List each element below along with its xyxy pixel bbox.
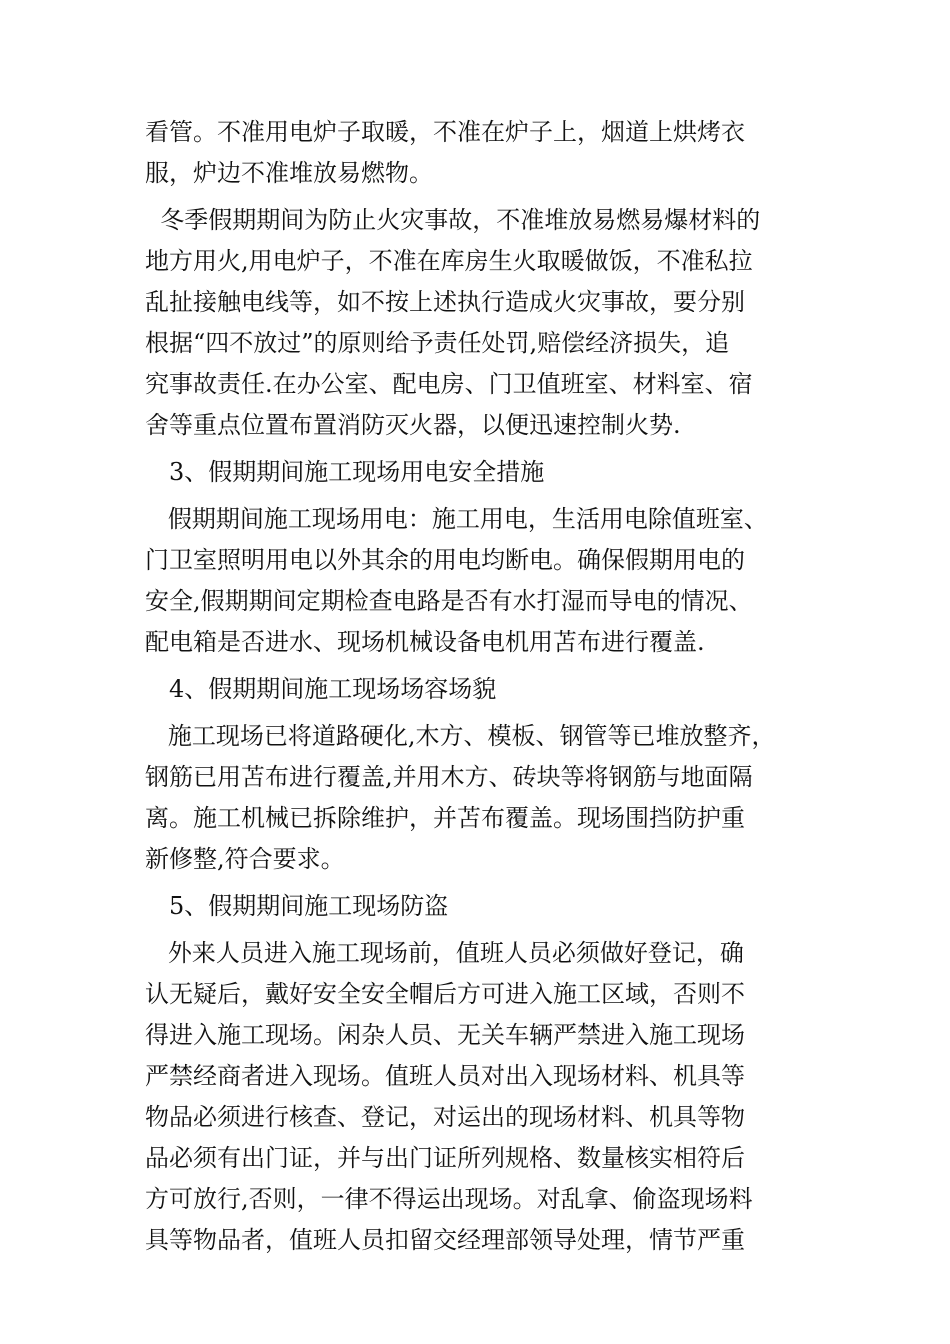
- text-line: 舍等重点位置布置消防灭火器，以便迅速控制火势.: [145, 411, 681, 439]
- section-heading-theft-prevention: 5、假期期间施工现场防盗: [169, 892, 449, 920]
- paragraph-electrical-safety: [145, 499, 813, 663]
- text-line: 看管。不准用电炉子取暖，不准在炉子上，烟道上烘烤衣: [145, 118, 745, 146]
- text-line: 外来人员进入施工现场前，值班人员必须做好登记，确: [145, 939, 744, 967]
- text-line: 严禁经商者进入现场。值班人员对出入现场材料、机具等: [145, 1062, 745, 1090]
- section-heading-electrical-safety: 3、假期期间施工现场用电安全措施: [169, 458, 545, 486]
- section-heading-site-appearance: 4、假期期间施工现场场容场貌: [169, 675, 497, 703]
- text-line: 品必须有出门证，并与出门证所列规格、数量核实相符后: [145, 1144, 745, 1172]
- text-line: 乱扯接触电线等，如不按上述执行造成火灾事故，要分别: [145, 288, 745, 316]
- text-line: 冬季假期期间为防止火灾事故，不准堆放易燃易爆材料的: [145, 206, 761, 234]
- text-line: 钢筋已用苫布进行覆盖,并用木方、砖块等将钢筋与地面隔: [145, 763, 753, 791]
- paragraph-site-appearance: [145, 716, 813, 880]
- text-line: 服，炉边不准堆放易燃物。: [145, 159, 433, 187]
- text-line: 得进入施工现场。闲杂人员、无关车辆严禁进入施工现场: [145, 1021, 745, 1049]
- text-line: 究事故责任.在办公室、配电房、门卫值班室、材料室、宿: [145, 370, 753, 398]
- text-line: 具等物品者，值班人员扣留交经理部领导处理，情节严重: [145, 1226, 745, 1254]
- paragraph-heating-rules: [145, 112, 813, 194]
- text-line: 认无疑后，戴好安全安全帽后方可进入施工区域，否则不: [145, 980, 745, 1008]
- paragraph-theft-prevention: [145, 933, 813, 1261]
- text-line: 门卫室照明用电以外其余的用电均断电。确保假期用电的: [145, 546, 745, 574]
- text-line: 安全,假期期间定期检查电路是否有水打湿而导电的情况、: [145, 587, 753, 615]
- text-line: 施工现场已将道路硬化,木方、模板、钢管等已堆放整齐，: [145, 722, 776, 750]
- document-page: [145, 112, 813, 1261]
- paragraph-fire-prevention: [145, 200, 813, 446]
- text-line: 配电箱是否进水、现场机械设备电机用苫布进行覆盖.: [145, 628, 705, 656]
- text-line: 新修整,符合要求。: [145, 845, 345, 873]
- text-line: 假期期间施工现场用电：施工用电，生活用电除值班室、: [145, 505, 768, 533]
- text-line: 物品必须进行核查、登记，对运出的现场材料、机具等物: [145, 1103, 745, 1131]
- text-line: 离。施工机械已拆除维护，并苫布覆盖。现场围挡防护重: [145, 804, 745, 832]
- text-line: 方可放行,否则，一律不得运出现场。对乱拿、偷盗现场料: [145, 1185, 753, 1213]
- text-line: 根据“四不放过”的原则给予责任处罚,赔偿经济损失，追: [145, 329, 730, 357]
- text-line: 地方用火,用电炉子，不准在库房生火取暖做饭，不准私拉: [145, 247, 753, 275]
